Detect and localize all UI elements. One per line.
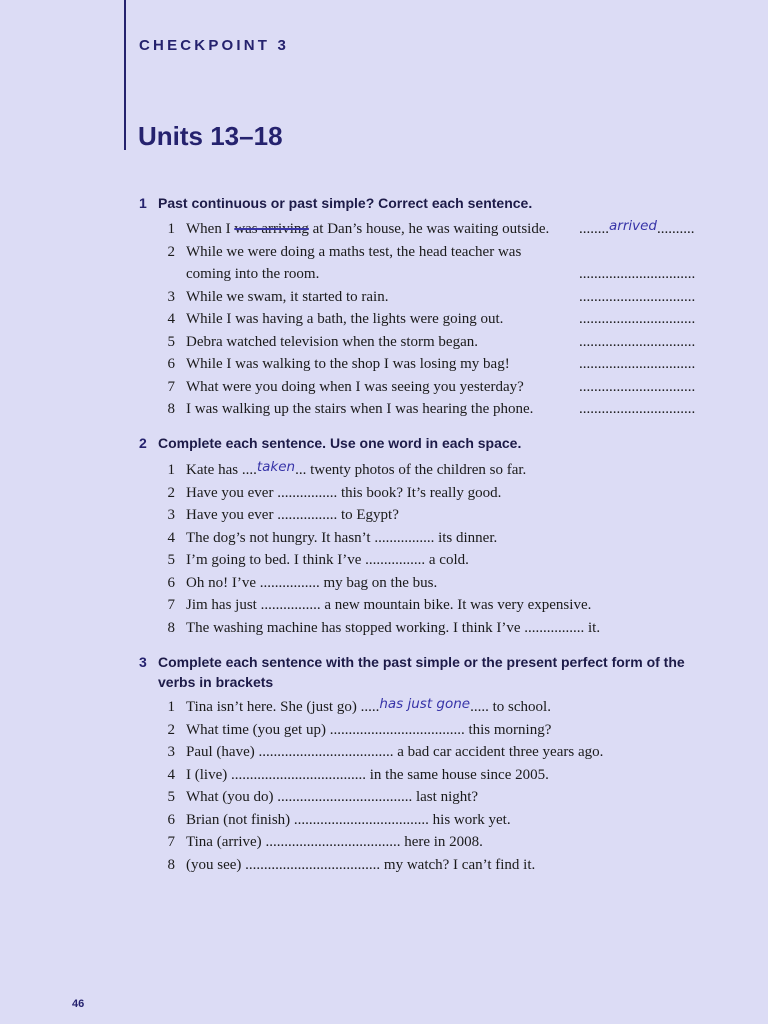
answer-blank: ............................... (579, 333, 696, 350)
sentence-start: Brian (not finish) (186, 811, 294, 828)
exercise-item (159, 572, 719, 595)
item-sentence: While we were doing a maths test, the head teacher was (186, 243, 522, 260)
sentence-end: to Egypt? (337, 507, 399, 523)
item-sentence (186, 854, 535, 877)
item-sentence: I was walking up the stairs when I was hearing the phone. (186, 401, 534, 417)
sentence-end: at Dan’s house, he was waiting outside. (308, 221, 550, 237)
item-sentence (186, 218, 549, 241)
sentence-end: his work yet. (428, 811, 511, 828)
instruction-line: verbs in brackets (158, 674, 274, 690)
section-instruction (158, 652, 685, 692)
item-number: 3 (167, 288, 175, 305)
item-number: 1 (167, 699, 175, 715)
sentence-end: a cold. (425, 552, 469, 568)
exercise-item (159, 831, 719, 854)
checkpoint-label: CHECKPOINT 3 (139, 37, 290, 54)
sentence-start: (you see) (186, 856, 246, 873)
exercise-item (159, 353, 719, 376)
sentence-end: this book? It’s really good. (337, 484, 502, 501)
answer-dots: .... (241, 462, 257, 478)
sentence-start: Jim has just (186, 597, 261, 613)
section-number: 2 (139, 435, 147, 451)
answer-dots: ..... (360, 699, 380, 715)
item-sentence: Debra watched television when the storm began. (186, 333, 478, 350)
exercise-item (159, 459, 719, 482)
item-sentence (186, 572, 437, 595)
item-number: 5 (167, 789, 175, 805)
sentence-start: Kate has (186, 462, 242, 478)
item-number: 2 (167, 243, 175, 260)
answer-blank: ................ (277, 484, 338, 501)
sentence-start: Tina (arrive) (186, 834, 266, 850)
item-number: 6 (167, 574, 175, 591)
sentence-start: Paul (have) (186, 744, 259, 760)
exercise-item (159, 241, 719, 264)
exercise-item (159, 504, 719, 527)
sentence-end: my watch? I can’t find it. (380, 856, 536, 873)
item-number: 4 (167, 766, 175, 783)
item-sentence (186, 719, 551, 742)
item-number: 8 (167, 856, 175, 873)
item-sentence: coming into the room. (186, 266, 320, 282)
sentence-start: Have you ever (186, 507, 278, 523)
answer-blank: ................ (365, 552, 426, 568)
item-sentence: While I was walking to the shop I was losing my bag! (186, 356, 510, 372)
answer-blank: .................................... (265, 834, 401, 850)
sentence-end: a new mountain bike. It was very expensive. (320, 597, 592, 613)
sentence-start: I’m going to bed. I think I’ve (186, 552, 366, 568)
answer-blank: ................ (259, 574, 320, 591)
answer-blank (579, 218, 695, 241)
answer-blank: ............................... (579, 356, 696, 372)
section-3-items (159, 696, 719, 876)
sentence-start: Oh no! I’ve (186, 574, 260, 591)
answer-blank: ................ (277, 507, 338, 523)
answer-blank: ............................... (579, 288, 696, 305)
answer-blank: ................ (524, 619, 585, 636)
exercise-item (159, 786, 719, 809)
exercise-item (159, 741, 719, 764)
sentence-end: to school. (488, 699, 551, 715)
answer-dots: ... (295, 462, 307, 478)
answer-blank: ............................... (579, 311, 696, 327)
page-number: 46 (72, 998, 85, 1010)
sentence-start: What time (you get up) (186, 721, 330, 738)
item-sentence (186, 459, 526, 482)
exercise-item (159, 764, 719, 787)
exercise-item (159, 286, 719, 309)
section-1-items (159, 218, 719, 421)
handwritten-answer: arrived (609, 218, 657, 234)
answer-blank: .................................... (230, 766, 366, 783)
exercise-item (159, 376, 719, 399)
answer-blank: ............................... (579, 266, 696, 282)
sentence-start: Have you ever (186, 484, 278, 501)
item-number: 5 (167, 552, 175, 568)
answer-blank: .................................... (329, 721, 465, 738)
exercise-item (159, 482, 719, 505)
item-number: 6 (167, 356, 175, 372)
sentence-start: Tina isn’t here. She (just go) (186, 699, 361, 715)
exercise-item (159, 809, 719, 832)
answer-blank: .................................... (293, 811, 429, 828)
item-number: 5 (167, 333, 175, 350)
section-number: 1 (139, 195, 147, 211)
sentence-start: The dog’s not hungry. It hasn’t (186, 529, 375, 546)
item-sentence (186, 741, 603, 764)
sentence-end: last night? (412, 789, 479, 805)
item-sentence (186, 809, 511, 832)
item-number: 7 (167, 834, 175, 850)
item-number: 1 (167, 221, 175, 237)
exercise-item-continuation (159, 263, 719, 286)
exercise-item (159, 549, 719, 572)
answer-blank: ............................... (579, 401, 696, 417)
item-number: 6 (167, 811, 175, 828)
item-number: 4 (167, 311, 175, 327)
exercise-item (159, 527, 719, 550)
section-number: 3 (139, 654, 147, 670)
item-sentence (186, 504, 399, 527)
item-number: 4 (167, 529, 175, 546)
item-sentence (186, 831, 483, 854)
item-number: 8 (167, 619, 175, 636)
item-sentence: While I was having a bath, the lights were going out. (186, 311, 504, 327)
item-sentence (186, 617, 600, 640)
exercise-item (159, 218, 719, 241)
answer-blank: .................................... (258, 744, 394, 760)
exercise-item (159, 331, 719, 354)
item-number: 7 (167, 597, 175, 613)
item-sentence (186, 696, 551, 719)
sentence-end: this morning? (464, 721, 552, 738)
handwritten-answer: taken (256, 459, 296, 475)
item-number: 3 (167, 744, 175, 760)
section-2-items (159, 459, 719, 639)
item-sentence (186, 482, 501, 505)
item-sentence (186, 764, 549, 787)
item-sentence (186, 786, 478, 809)
item-sentence (186, 549, 469, 572)
item-sentence: What were you doing when I was seeing you yesterday? (186, 378, 524, 395)
sentence-end: it. (584, 619, 601, 636)
answer-blank: .................................... (277, 789, 413, 805)
answer-blank: ............................... (579, 378, 696, 395)
section-instruction: Past continuous or past simple? Correct each sentence. (158, 195, 533, 211)
page-title: Units 13–18 (138, 121, 283, 151)
item-number: 3 (167, 507, 175, 523)
exercise-item (159, 854, 719, 877)
exercise-item (159, 696, 719, 719)
item-sentence (186, 594, 591, 617)
item-sentence: While we swam, it started to rain. (186, 288, 389, 305)
exercise-item (159, 719, 719, 742)
struck-through-text: was arriving (234, 221, 309, 237)
handwritten-answer: has just gone (379, 696, 471, 712)
sentence-end: a bad car accident three years ago. (393, 744, 604, 760)
item-number: 2 (167, 484, 175, 501)
exercise-item (159, 617, 719, 640)
sentence-end: twenty photos of the children so far. (306, 462, 527, 478)
sentence-end: my bag on the bus. (319, 574, 438, 591)
exercise-item (159, 398, 719, 421)
answer-dots: ........ (579, 221, 609, 237)
exercise-item (159, 594, 719, 617)
answer-blank: ................ (374, 529, 435, 546)
sentence-start: The washing machine has stopped working. I think I’ve (186, 619, 525, 636)
sentence-end: in the same house since 2005. (365, 766, 549, 783)
item-number: 8 (167, 401, 175, 417)
section-instruction: Complete each sentence. Use one word in each space. (158, 435, 522, 451)
answer-blank: .................................... (245, 856, 381, 873)
item-number: 7 (167, 378, 175, 395)
sentence-end: here in 2008. (400, 834, 483, 850)
sentence-start: What (you do) (186, 789, 278, 805)
exercise-item (159, 308, 719, 331)
vertical-rule (124, 0, 126, 150)
item-sentence (186, 527, 497, 550)
answer-dots: ..... (470, 699, 489, 715)
item-number: 2 (167, 721, 175, 738)
answer-blank: ................ (260, 597, 321, 613)
item-number: 1 (167, 462, 175, 478)
sentence-start: I (live) (186, 766, 231, 783)
instruction-line: Complete each sentence with the past simple or the present perfect form of the (158, 654, 685, 670)
sentence-end: its dinner. (434, 529, 498, 546)
answer-dots: .......... (657, 221, 695, 237)
sentence-start: When I (186, 221, 235, 237)
